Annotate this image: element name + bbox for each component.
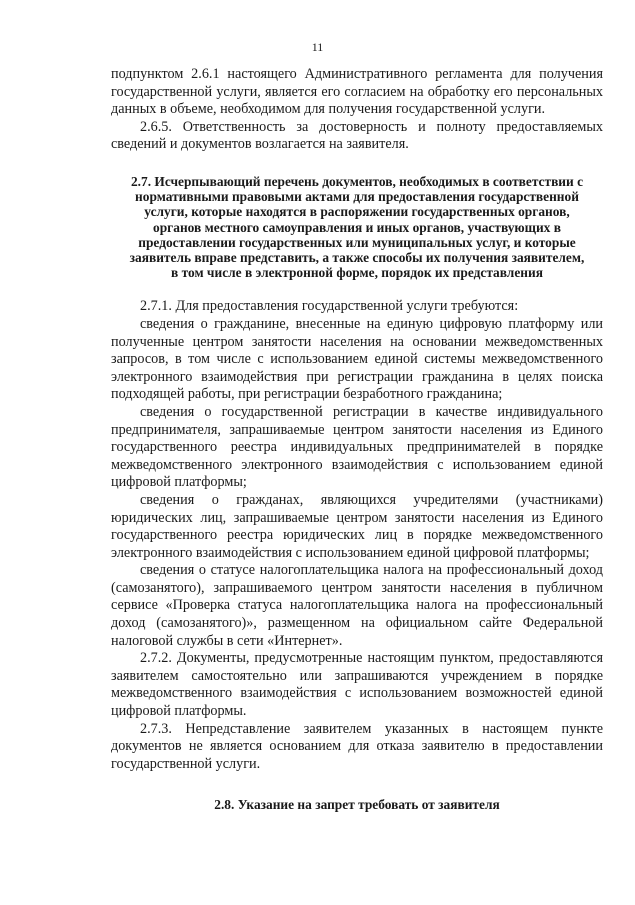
paragraph-self-employed-status: сведения о статусе налогоплательщика налога на профессиональный доход (самозанятого), запрашиваемого центром занятости населения в публичном сервисе «Проверка статуса налогоплательщика налога на профессиональный доход (самозанятого)», размещенном на официальном сайте Федеральной налоговой службы в сети «Интернет». (111, 562, 603, 649)
section-heading-2-8: 2.8. Указание на запрет требовать от заявителя (214, 797, 500, 813)
paragraph-citizen-info: сведения о гражданине, внесенные на единую цифровую платформу или полученные центром занятости населения на основании межведомственных запросов, в том числе с использованием единой системы межведомственного электронного взаимодействия при регистрации гражданина в целях поиска подходящей работы, при регистрации безработного гражданина; (111, 315, 603, 403)
paragraph-2-6-5: 2.6.5. Ответственность за достоверность и полноту предоставляемых сведений и документов возлагается на заявителя. (111, 118, 603, 153)
page-number: 11 (311, 40, 324, 54)
paragraph-2-7-3: 2.7.3. Непредставление заявителем указанных в настоящем пункте документов не является основанием для отказа заявителю в предоставлении государственной услуги. (111, 720, 603, 772)
section-heading-2-7: 2.7. Исчерпывающий перечень документов, необходимых в соответствии с нормативными правовыми актами для предоставления государственной услуги, которые находятся в распоряжении государственных органов, органов местного самоуправления и иных органов, участвующих в предоставлении государственных или муниципальных услуг, и которые заявитель вправе представить, а также способы их получения заявителем, в том числе в электронной форме, порядок их представления (129, 173, 585, 281)
paragraph-legal-entity-founders: сведения о гражданах, являющихся учредителями (участниками) юридических лиц, запрашиваемые центром занятости населения из Единого государственного реестра юридических лиц в порядке межведомственного электронного взаимодействия с использованием единой цифровой платформы; (111, 491, 603, 561)
paragraph-entrepreneur-registration: сведения о государственной регистрации в качестве индивидуального предпринимателя, запрашиваемые центром занятости населения из Единого государственного реестра индивидуальных предпринимателей в порядке межведомственного электронного взаимодействия с использованием единой цифровой платформы; (111, 403, 603, 491)
paragraph-consent-continuation: подпунктом 2.6.1 настоящего Административного регламента для получения государственной услуги, является его согласием на обработку его персональных данных в объеме, необходимом для получения государственной услуги. (111, 66, 603, 118)
paragraph-2-7-2: 2.7.2. Документы, предусмотренные настоящим пунктом, предоставляются заявителем самостоятельно или запрашиваются учреждением в порядке межведомственного взаимодействия с использованием возможностей единой цифровой платформы. (111, 650, 603, 720)
paragraph-2-7-1: 2.7.1. Для предоставления государственной услуги требуются: (140, 298, 519, 315)
document-body (111, 66, 603, 831)
